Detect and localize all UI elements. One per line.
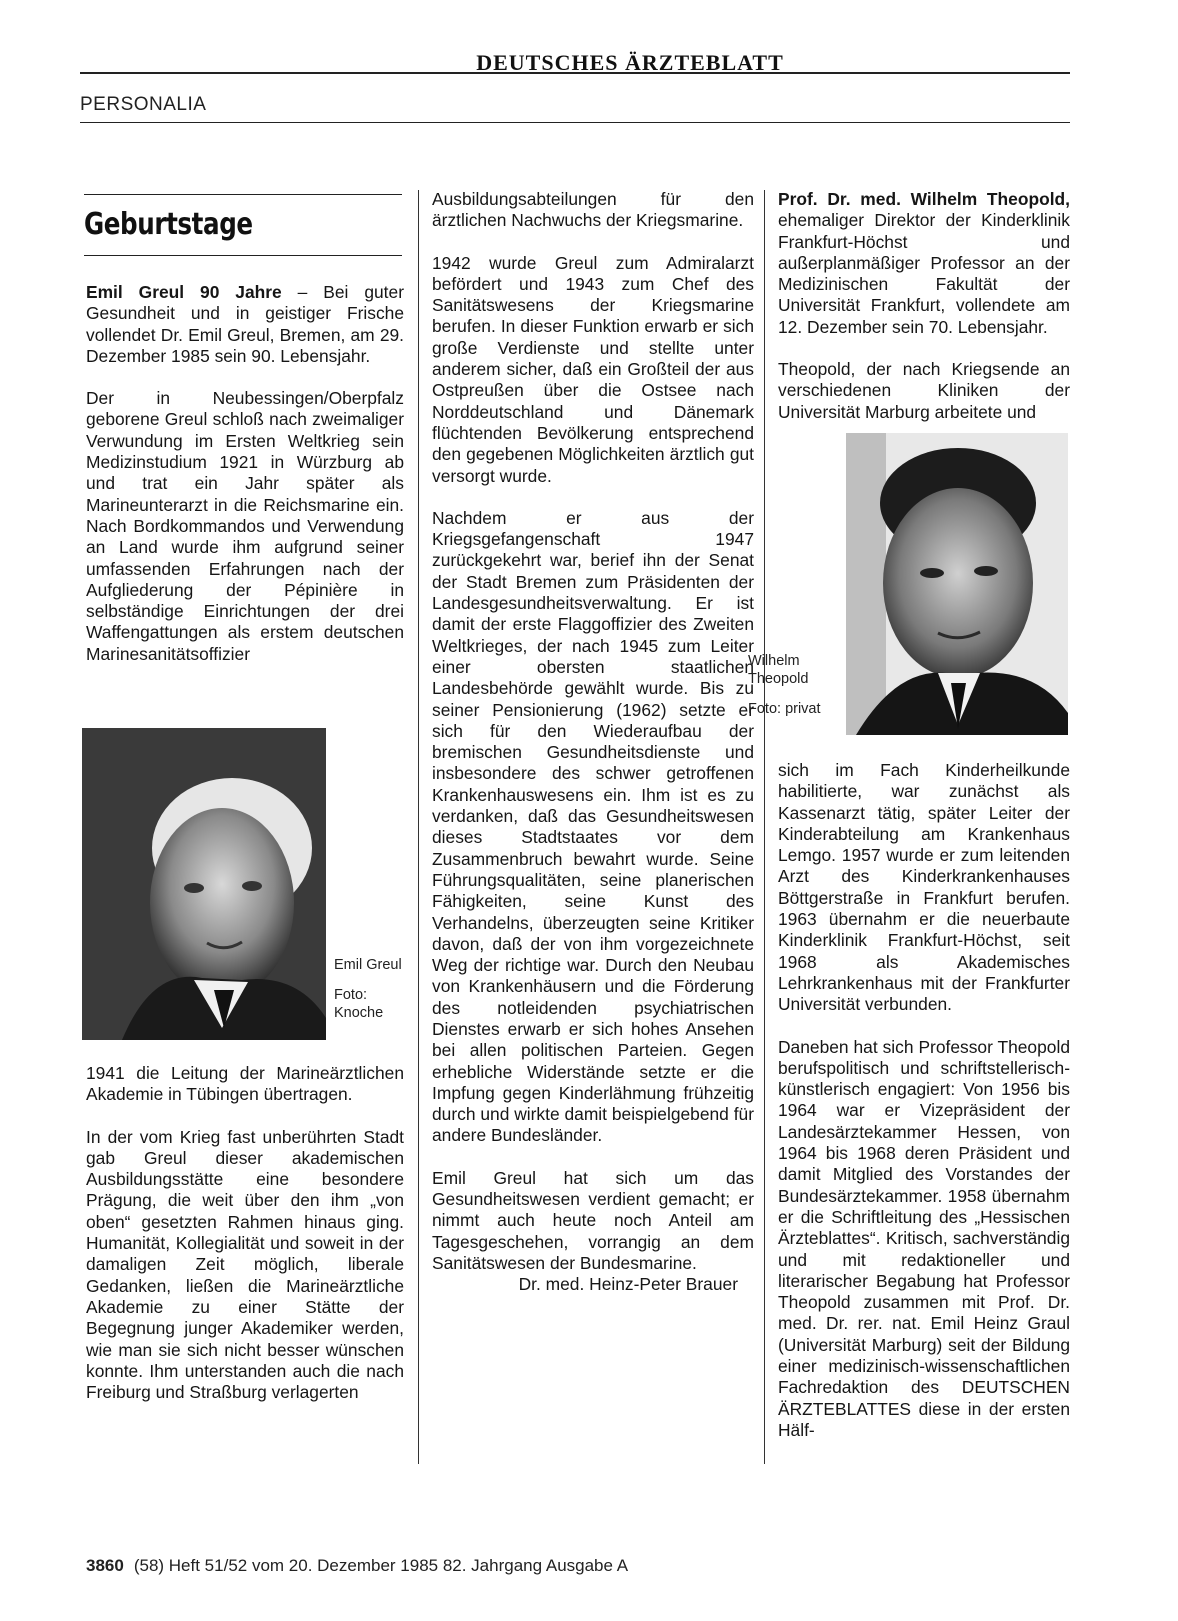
heading-box bbox=[84, 194, 402, 256]
page-footer bbox=[86, 1556, 628, 1576]
emil-greul-caption bbox=[334, 956, 404, 1034]
caption-credit: Foto: privat bbox=[748, 701, 821, 717]
section-label: PERSONALIA bbox=[80, 94, 207, 115]
greul-paragraph-3: 1941 die Leitung der Marineärztlichen Akademie in Tübingen übertragen. bbox=[86, 1063, 404, 1105]
column-2 bbox=[432, 189, 754, 1296]
portrait-image bbox=[82, 728, 326, 1040]
greul-lead-paragraph bbox=[86, 282, 404, 367]
column-divider-1 bbox=[418, 190, 419, 1464]
greul-lead-text: – Bei guter Gesundheit und in geistiger Frische vollendet Dr. Emil Greul, Bremen, am 29. Dezember 1985 sein 90. Lebensjahr. bbox=[86, 282, 404, 366]
theopold-lead-title: Prof. Dr. med. Wilhelm Theopold, bbox=[778, 189, 1070, 209]
issue-info: (58) Heft 51/52 vom 20. Dezember 1985 82. Jahrgang Ausgabe A bbox=[133, 1556, 629, 1575]
theopold-lead-text: ehemaliger Direktor der Kinderklinik Frankfurt-Höchst und außerplanmäßiger Professor an der Medizinischen Fakultät der Universität Frankfurt, vollendete am 12. Dezember sein 70. Lebensjahr. bbox=[778, 210, 1070, 337]
page-number: 3860 bbox=[86, 1556, 124, 1575]
theopold-lead-paragraph bbox=[778, 189, 1070, 338]
col2-paragraph-4: Emil Greul hat sich um das Gesundheitswesen verdient gemacht; er nimmt auch heute noch Anteil am Tagesgeschehen, vorrangig an dem Sanitätswesen der Bundesmarine. bbox=[432, 1167, 754, 1273]
theopold-paragraph-2: Theopold, der nach Kriegsende an verschiedenen Kliniken der Universität Marburg arbeitete und bbox=[778, 359, 1070, 422]
col2-paragraph-3: Nachdem er aus der Kriegsgefangenschaft 1947 zurückgekehrt war, berief ihn der Senat der Stadt Bremen zum Präsidenten der Landesgesundheitsverwaltung. Er ist damit der erste Flaggoffizier des Zweiten Weltkrieges, der nach 1945 zum Leiter einer obersten staatlichen Landesbehörde gewählt wurde. Bis zu seiner Pensionierung (1962) setzte er sich für den Wiederaufbau der bremischen Gesundheitsdienste und insbesondere des schwer getroffenen Krankenhauswesens ein. Ihm ist es zu verdanken, daß das Gesundheitswesen dieses Stadtstaates vor dem Zusammenbruch bewahrt wurde. Seine Führungsqualitäten, seine planerischen Fähigkeiten, seine Kunst des Verhandelns, überzeugten seine Kritiker davon, daß der von ihm vorgezeichnete Weg der richtige war. Durch den Neubau von Krankenhäusern und die Förderung des notleidenden psychiatrischen Dienstes erwarb er sich hohes Ansehen bei allen politischen Parteien. Gegen erhebliche Widerstände setzte er die Impfung gegen Kinderlähmung frühzeitig durch und wirkte damit beispielgebend für andere Bundesländer. bbox=[432, 507, 754, 1146]
caption-name: Emil Greul bbox=[334, 957, 402, 973]
column-divider-2 bbox=[764, 190, 765, 1464]
col2-paragraph-1: Ausbildungsabteilungen für den ärztlichen Nachwuchs der Kriegsmarine. bbox=[432, 189, 754, 231]
caption-credit: Foto: Knoche bbox=[334, 987, 384, 1021]
emil-greul-photo bbox=[82, 728, 326, 1040]
portrait-image bbox=[846, 433, 1068, 735]
column-3-continued bbox=[778, 760, 1070, 1462]
greul-paragraph-4: In der vom Krieg fast unberührten Stadt gab Greul dieser akademischen Ausbildungsstätte eine besondere Prägung, die weit über den ihm „von oben“ gesetzten Rahmen hinaus ging. Humanität, Kollegialität und soweit in der damaligen Zeit möglich, liberale Gedanken, ließen die Marineärztliche Akademie zu einer Stätte der Begegnung junger Akademiker werden, wie man sie sich nicht besser wünschen konnte. Ihm unterstanden auch die nach Freiburg und Straßburg verlagerten bbox=[86, 1126, 404, 1403]
wilhelm-theopold-photo bbox=[846, 433, 1068, 735]
masthead bbox=[80, 44, 1070, 74]
column-3 bbox=[778, 189, 1070, 444]
column-1-continued bbox=[86, 1063, 404, 1424]
article-heading: Geburtstage bbox=[84, 207, 253, 242]
greul-paragraph-2: Der in Neubessingen/Oberpfalz geborene Greul schloß nach zweimaliger Verwundung im Ersten Weltkrieg sein Medizinstudium 1921 in Würzburg ab und trat ein Jahr später als Marineunterarzt in die Reichsmarine ein. Nach Bordkommandos und Verwendung an Land wurde ihm aufgrund seiner umfassenden Erfahrungen nach der Aufgliederung der Pépinière in selbständige Einrichtungen der drei Waffengattungen als erstem deutschen Marinesanitätsoffizier bbox=[86, 388, 404, 664]
wilhelm-theopold-caption bbox=[748, 652, 840, 730]
theopold-paragraph-4: Daneben hat sich Professor Theopold berufspolitisch und schriftstellerisch-künstlerisch engagiert: Von 1956 bis 1964 war er Vizepräsident der Landesärztekammer Hessen, von 1964 bis 1968 deren Präsident und damit Mitglied des Vorstandes der Bundesärztekammer. 1958 übernahm er die Schriftleitung des „Hessischen Ärzteblattes“. Kritisch, sachverständig und mit redaktioneller und literarischer Begabung hat Professor Theopold zusammen mit Prof. Dr. med. Dr. rer. nat. Emil Heinz Graul (Universität Marburg) seit der Bildung einer medizinisch-wissenschaftlichen Fachredaktion des DEUTSCHEN ÄRZTEBLATTES diese in der ersten Hälf- bbox=[778, 1036, 1070, 1440]
greul-lead-title: Emil Greul 90 Jahre bbox=[86, 282, 282, 302]
column-1 bbox=[86, 282, 404, 686]
section-divider bbox=[80, 122, 1070, 123]
author-signature: Dr. med. Heinz-Peter Brauer bbox=[518, 1274, 738, 1295]
journal-title: DEUTSCHES ÄRZTEBLATT bbox=[476, 50, 784, 75]
caption-name: Wilhelm Theopold bbox=[748, 653, 809, 687]
col2-paragraph-2: 1942 wurde Greul zum Admiralarzt befördert und 1943 zum Chef des Sanitätswesens der Kriegsmarine berufen. In dieser Funktion erwarb er sich große Verdienste und stellte unter anderem sicher, daß ein Großteil der aus Ostpreußen über die Ostsee nach Norddeutschland und Dänemark flüchtenden Bevölkerung entsprechend den gegebenen Möglichkeiten ärztlich gut versorgt wurde. bbox=[432, 252, 754, 486]
theopold-paragraph-3: sich im Fach Kinderheilkunde habilitierte, war zunächst als Kassenarzt tätig, später Leiter der Kinderabteilung am Krankenhaus Lemgo. 1957 wurde er zum leitenden Arzt des Kinderkrankenhauses Böttgerstraße in Frankfurt berufen. 1963 übernahm er die neuerbaute Kinderklinik Frankfurt-Höchst, seit 1968 als Akademisches Lehrkrankenhaus mit der Frankfurter Universität verbunden. bbox=[778, 760, 1070, 1015]
